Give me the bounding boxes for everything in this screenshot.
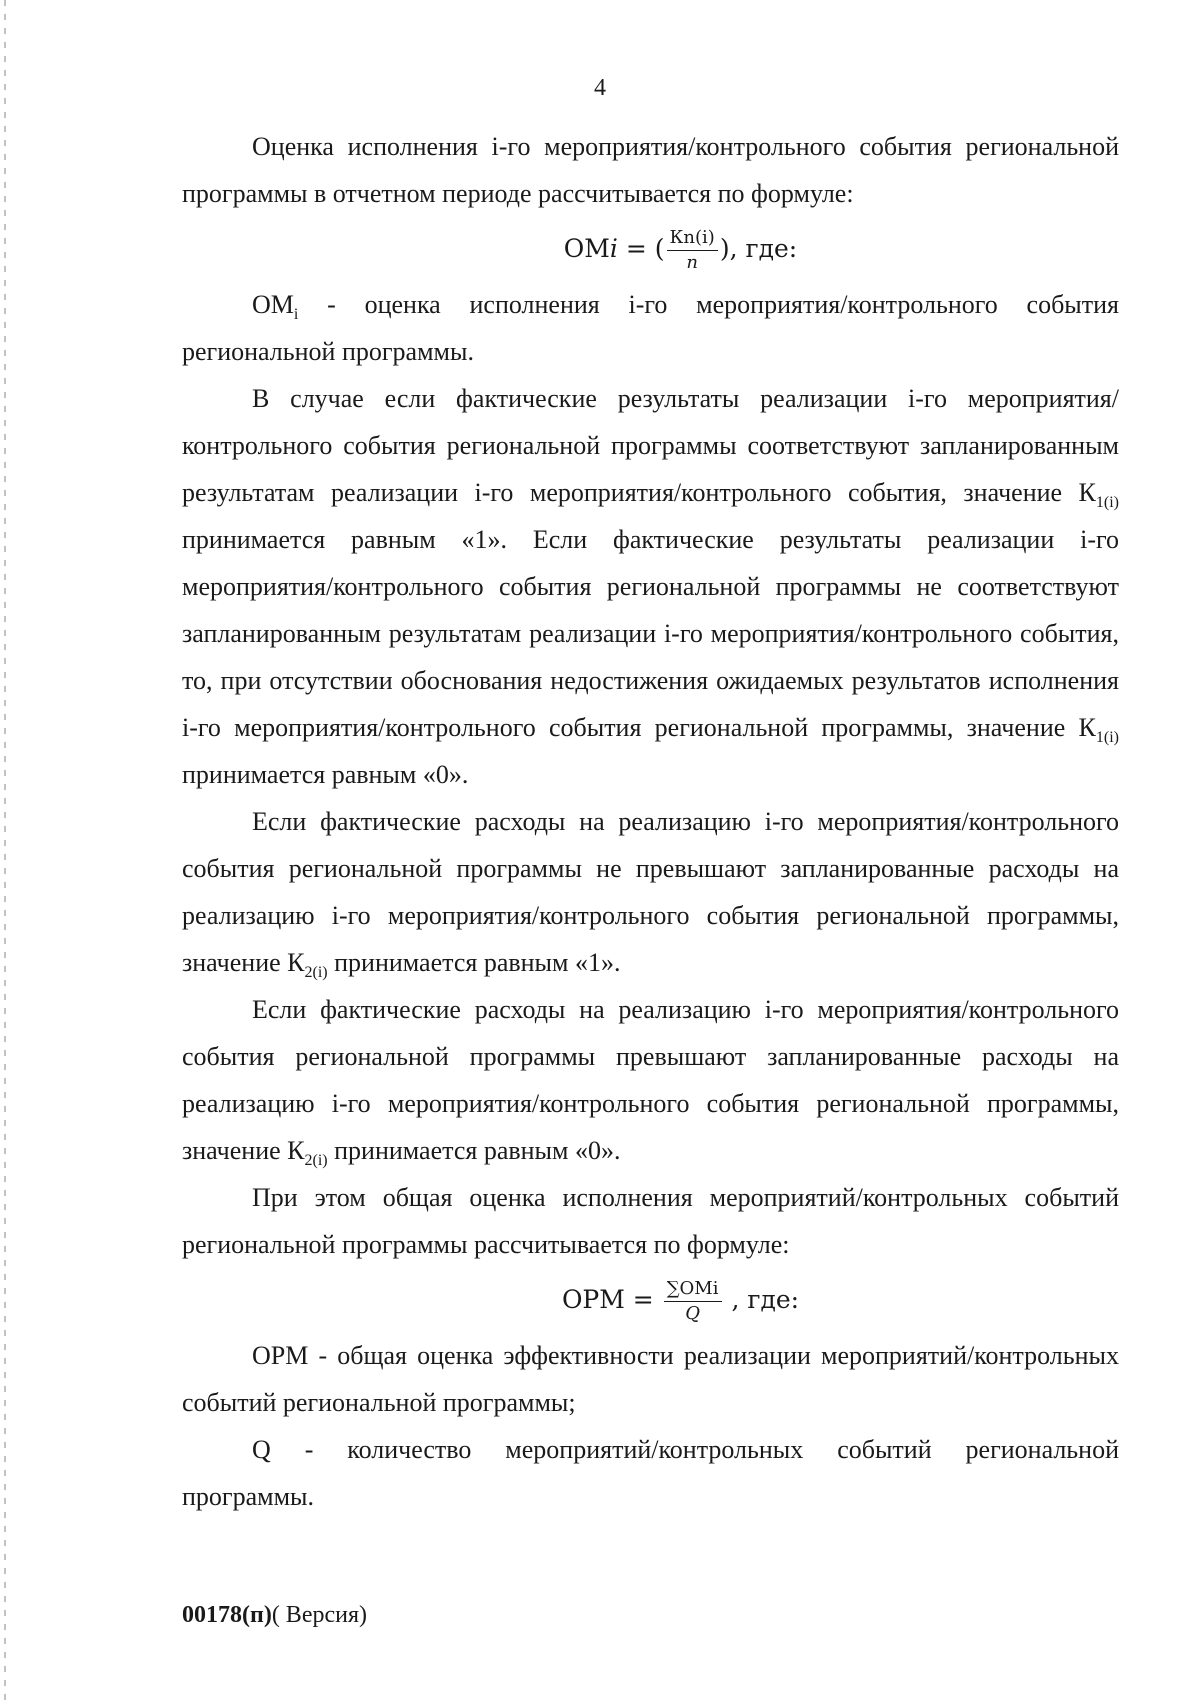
paragraph-orm-definition: ОРМ - общая оценка эффективности реализации мероприятий/контрольных событий региональной программы; [182, 1341, 1119, 1417]
k2-text-b: принимается равным «1». [327, 948, 621, 977]
k2-exceed-text-a: Если фактические расходы на реализацию i-го мероприятия/контрольного события региональной программы превышают запланированные расходы на реализацию i-го мероприятия/контрольного события региональной программы, значение К [182, 995, 1119, 1165]
formula-orm-numerator: ∑ОМi [664, 1277, 722, 1302]
k2-exceed-text-b: принимается равным «0». [327, 1136, 621, 1165]
formula-om-index: i [609, 234, 618, 263]
k2-exceed-subscript: 2(i) [304, 1152, 328, 1170]
document-body [182, 123, 1119, 1520]
page-number: 4 [594, 75, 606, 101]
scan-edge-line [4, 0, 6, 1707]
footer-version: ( Версия) [271, 1602, 367, 1628]
k1-text-a: В случае если фактические результаты реализации i-го мероприятия/контрольного события региональной программы соответствуют запланированным результатам реализации i-го мероприятия/контрольного события, значение К [182, 384, 1119, 507]
om-symbol: ОМ [252, 290, 294, 319]
om-subscript: i [293, 306, 299, 324]
paragraph-orm-intro: При этом общая оценка исполнения мероприятий/контрольных событий региональной программы рассчитывается по формуле: [182, 1183, 1119, 1259]
formula-orm-lhs: ОРМ = [561, 1285, 662, 1314]
paragraph-k2-exceed [182, 986, 1119, 1174]
k2-text-a: Если фактические расходы на реализацию i-го мероприятия/контрольного события региональной программы не превышают запланированные расходы на реализацию i-го мероприятия/контрольного события региональной программы, значение К [182, 807, 1119, 977]
footer-code: 00178(п) [182, 1602, 272, 1628]
paragraph-k1-rules [182, 375, 1119, 798]
paragraph-intro: Оценка исполнения i-го мероприятия/контрольного события региональной программы в отчетном периоде рассчитывается по формуле: [182, 132, 1119, 208]
formula-orm-tail: , где: [723, 1285, 800, 1314]
formula-om-tail: ), где: [719, 234, 798, 263]
formula-om-denominator: n [686, 252, 698, 273]
formula-orm [182, 1268, 1119, 1332]
paragraph-k2-not-exceed [182, 798, 1119, 986]
paragraph-om-definition [182, 281, 1119, 375]
k1-subscript-a: 1(i) [1095, 494, 1119, 512]
k1-text-c: принимается равным «0». [182, 760, 469, 789]
document-footer [182, 1600, 367, 1630]
k1-subscript-b: 1(i) [1095, 729, 1119, 747]
k1-text-b: принимается равным «1». Если фактические результаты реализации i-го мероприятия/контрольного события региональной программы не соответствуют запланированным результатам реализации i-го мероприятия/контрольного события, то, при отсутствии обоснования недостижения ожидаемых результатов исполнения i-го мероприятия/контрольного события региональной программы, значение К [182, 525, 1119, 742]
om-definition-text: - оценка исполнения i-го мероприятия/контрольного события региональной программы. [182, 290, 1119, 366]
formula-om-fraction [667, 226, 718, 275]
formula-om-numerator: Кn(i) [667, 226, 718, 251]
formula-om-lhs: ОМ [563, 234, 610, 263]
formula-om [182, 217, 1119, 281]
formula-orm-denominator: Q [685, 1303, 700, 1324]
k2-subscript-a: 2(i) [304, 964, 328, 982]
formula-orm-fraction [664, 1277, 722, 1326]
paragraph-q-definition: Q - количество мероприятий/контрольных событий региональной программы. [182, 1435, 1119, 1511]
formula-om-eq: = ( [617, 234, 665, 263]
